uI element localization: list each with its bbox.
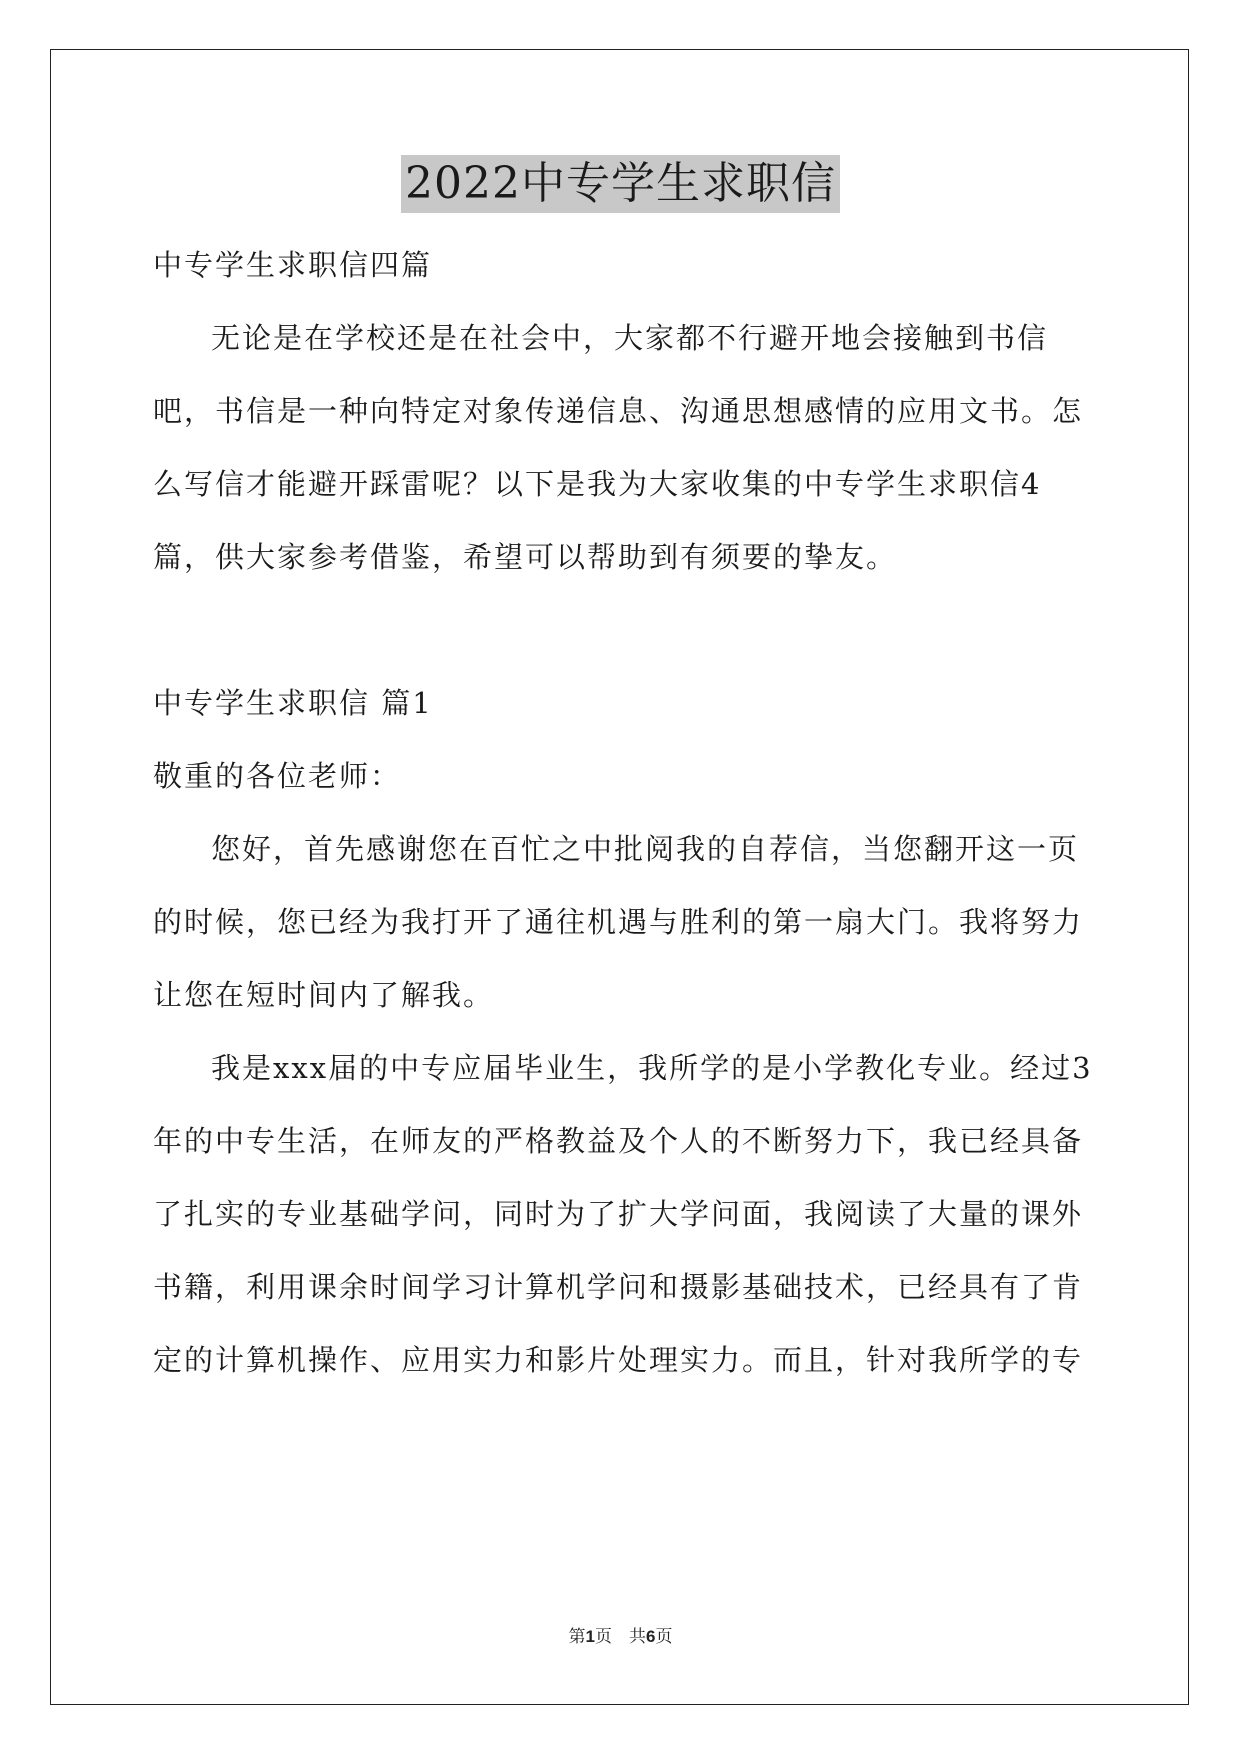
intro-paragraph: 无论是在学校还是在社会中，大家都不行避开地会接触到书信吧，书信是一种向特定对象传递信息、沟通思想感情的应用文书。怎么写信才能避开踩雷呢？以下是我为大家收集的中专学生求职信4篇，供大家参考借鉴，希望可以帮助到有须要的挚友。 [153, 321, 1084, 574]
spacer [153, 594, 1093, 667]
page-label-prefix: 第 [568, 1627, 586, 1647]
document-title: 2022中专学生求职信 [401, 155, 840, 213]
title-container [0, 155, 1241, 213]
body-paragraph: 我是xxx届的中专应届毕业生，我所学的是小学教化专业。经过3年的中专生活，在师友的严格教益及个人的不断努力下，我已经具备了扎实的专业基础学问，同时为了扩大学问面，我阅读了大量的课外书籍，利用课余时间学习计算机学问和摄影基础技术，已经具有了肯定的计算机操作、应用实力和影片处理实力。而且，针对我所学的专 [153, 1051, 1093, 1377]
page-label-suffix: 页 [655, 1627, 673, 1647]
document-body [153, 229, 1093, 1397]
page-current-number: 1 [585, 1627, 595, 1646]
section-heading: 中专学生求职信 篇1 [153, 686, 433, 720]
document-subtitle: 中专学生求职信四篇 [153, 248, 433, 282]
page-footer [0, 1622, 1241, 1647]
salutation: 敬重的各位老师： [153, 759, 402, 793]
page-label-mid: 页 共 [595, 1627, 646, 1647]
body-paragraph: 您好，首先感谢您在百忙之中批阅我的自荐信，当您翻开这一页的时候，您已经为我打开了通往机遇与胜利的第一扇大门。我将努力让您在短时间内了解我。 [153, 832, 1084, 1012]
page-total-number: 6 [646, 1627, 656, 1646]
